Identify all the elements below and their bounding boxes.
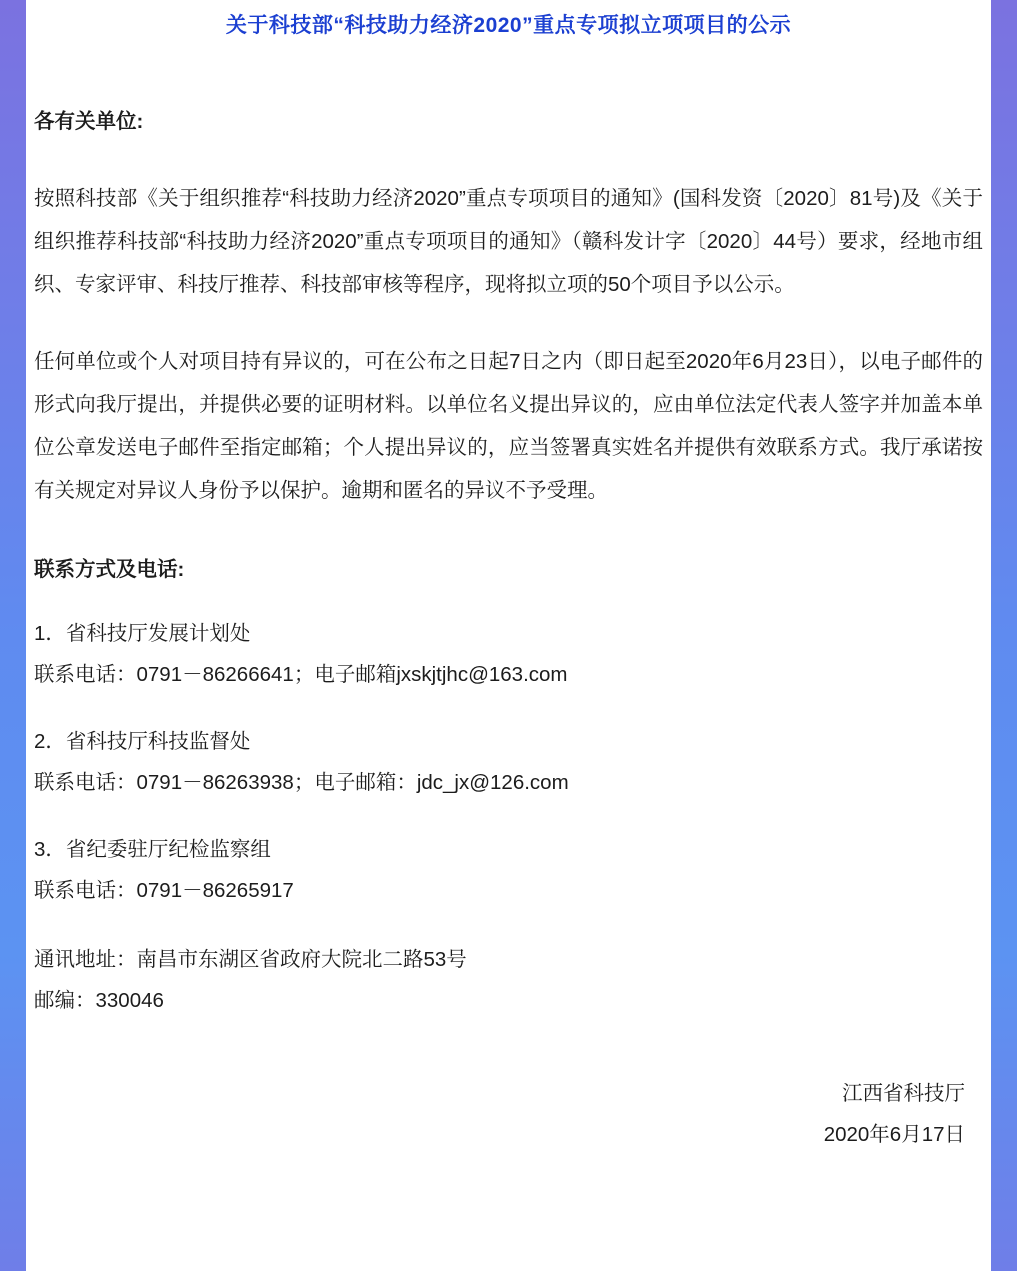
address-block xyxy=(34,939,983,1021)
contact-phone-email: 联系电话：0791－86263938；电子邮箱：jdc_jx@126.com xyxy=(34,771,569,794)
contact-department-name: 3．省纪委驻厅纪检监察组 xyxy=(34,838,271,861)
signature-block xyxy=(34,1073,983,1155)
contact-phone-email: 联系电话：0791－86266641；电子邮箱jxskjtjhc@163.com xyxy=(34,663,568,686)
contact-section-heading: 联系方式及电话: xyxy=(34,558,185,581)
contact-phone-email: 联系电话：0791－86265917 xyxy=(34,879,294,902)
contact-item xyxy=(34,829,983,911)
salutation: 各有关单位: xyxy=(34,110,144,133)
mailing-address: 通讯地址：南昌市东湖区省政府大院北二路53号 xyxy=(34,948,467,971)
contact-item xyxy=(34,613,983,695)
document-body xyxy=(34,42,983,1169)
issuing-organization: 江西省科技厅 xyxy=(842,1082,965,1105)
paragraph-policy-basis: 按照科技部《关于组织推荐“科技助力经济2020”重点专项项目的通知》(国科发资〔2020〕81号)及《关于组织推荐科技部“科技助力经济2020”重点专项项目的通知》（赣科发计字〔2020〕44号）要求，经地市组织、专家评审、科技厅推荐、科技部审核等程序，现将拟立项的50个项目予以公示。 xyxy=(34,187,983,296)
contact-department-name: 2．省科技厅科技监督处 xyxy=(34,730,251,753)
contact-department-name: 1．省科技厅发展计划处 xyxy=(34,622,251,645)
contact-item xyxy=(34,721,983,803)
paragraph-objection-procedure: 任何单位或个人对项目持有异议的，可在公布之日起7日之内（即日起至2020年6月23日），以电子邮件的形式向我厅提出，并提供必要的证明材料。以单位名义提出异议的，应由单位法定代表人签字并加盖本单位公章发送电子邮件至指定邮箱；个人提出异议的，应当签署真实姓名并提供有效联系方式。我厅承诺按有关规定对异议人身份予以保护。逾期和匿名的异议不予受理。 xyxy=(34,350,983,502)
page-title: 关于科技部“科技助力经济2020”重点专项拟立项项目的公示 xyxy=(225,14,792,37)
postal-code: 邮编：330046 xyxy=(34,989,164,1012)
bottom-spacer xyxy=(34,1155,983,1169)
issue-date: 2020年6月17日 xyxy=(823,1123,965,1146)
